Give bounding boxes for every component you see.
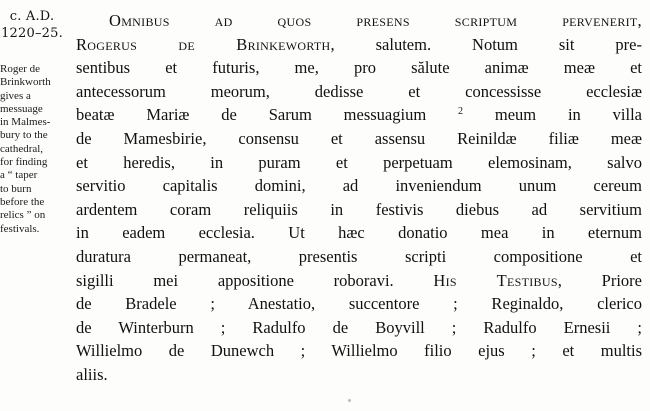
text-line: sentibus et futuris, me, pro sălute animæ meæ et [76, 58, 642, 78]
opening-words: Omnibus ad quos presens scriptum pervenerit, [109, 11, 642, 30]
print-speck [348, 399, 351, 402]
charter-text [76, 9, 642, 387]
margin-note-line: cathedral, [0, 142, 44, 155]
text-line [76, 103, 642, 127]
margin-note-line: Roger de [0, 63, 41, 75]
margin-note-line: for finding [0, 156, 48, 169]
text-line: et heredis, in puram et perpetuam elemosinam, salvo [76, 152, 642, 172]
text-line [76, 269, 642, 293]
text-span: beatæ Mariæ de Sarum messuagium [76, 105, 427, 125]
margin-note-line: relics ” on [0, 209, 46, 222]
text-span: sigilli mei appositione roboravi. [76, 270, 434, 290]
text-line: Willielmo de Dunewch ; Willielmo filio ejus ; et multis [76, 341, 642, 361]
text-line: de Mamesbirie, consensu et assensu Reinildæ filiæ meæ [76, 128, 642, 148]
text-line: aliis. [76, 364, 108, 384]
text-line: servitio capitalis domini, ad inveniendum unum cereum [76, 176, 642, 196]
text-line: de Winterburn ; Radulfo de Boyvill ; Radulfo Ernesii ; [76, 317, 642, 337]
text-line: antecessorum meorum, dedisse et concessisse ecclesiæ [76, 81, 642, 101]
date-line-2: 1220–25. [1, 26, 63, 41]
text-line: in eadem ecclesia. Ut hæc donatio mea in eternum [76, 223, 642, 243]
margin-note [0, 63, 84, 236]
footnote-marker: 2 [458, 106, 464, 118]
text-line: duratura permaneat, presentis scripti compositione et [76, 246, 642, 266]
margin-note-line: to burn [0, 182, 32, 195]
date-heading [0, 8, 64, 42]
margin-note-line: festivals. [0, 222, 40, 235]
text-span: meum in villa [463, 105, 642, 125]
text-line: ardentem coram reliquiis in festivis diebus ad servitium [76, 199, 642, 219]
witness-heading: His Testibus [433, 270, 558, 290]
margin-note-line: messuage [0, 102, 43, 115]
text-line: de Bradele ; Anestatio, succentore ; Reginaldo, clerico [76, 294, 642, 314]
margin-note-line: Brinkworth [0, 76, 51, 89]
text-line [76, 33, 642, 57]
margin-note-line: bury to the [0, 129, 48, 142]
grantor-name: Rogerus de Brinkeworth [76, 34, 331, 54]
margin-note-line: gives a [0, 89, 31, 102]
date-line-1: c. A.D. [9, 9, 55, 24]
margin-note-line: a “ taper [0, 169, 38, 182]
text-line [76, 9, 642, 33]
text-span: , Priore [557, 270, 642, 290]
text-span: , salutem. Notum sit pre- [330, 34, 643, 54]
margin-note-line: before the [0, 195, 45, 208]
margin-note-line: in Malmes- [0, 116, 51, 129]
